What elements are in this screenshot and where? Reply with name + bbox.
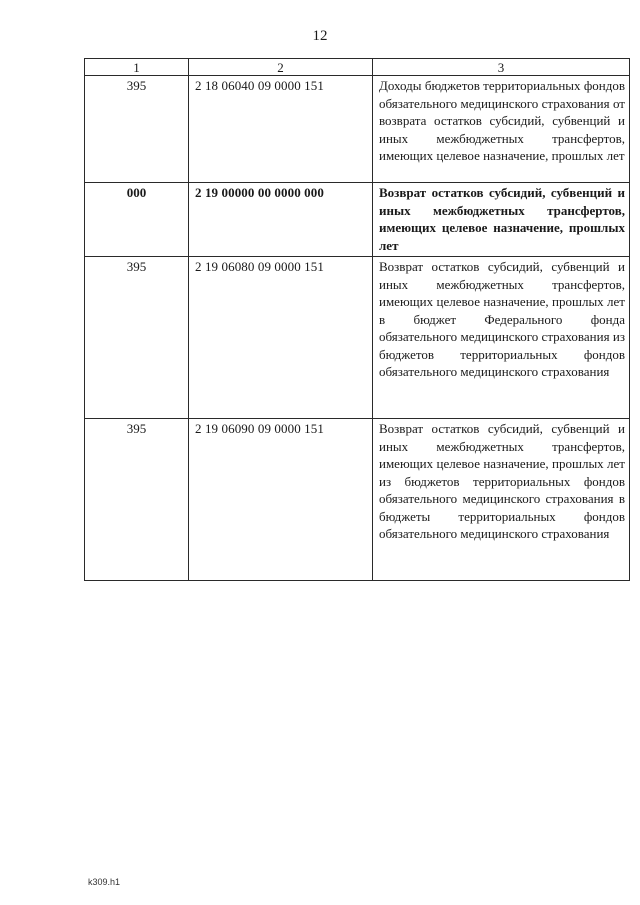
table-header-row (85, 59, 630, 76)
column-header-2: 2 (189, 59, 373, 76)
admin-code-cell: 395 (85, 419, 189, 581)
kbk-code-cell: 2 19 00000 00 0000 000 (189, 183, 373, 257)
kbk-code-cell: 2 19 06090 09 0000 151 (189, 419, 373, 581)
table-row (85, 419, 630, 581)
description-cell: Возврат остатков субсидий, субвенций и иных межбюджетных трансфертов, имеющих целевое назначение, прошлых лет из бюджетов территориальных фондов обязательного медицинского страхования в бюджеты территориальных фондов обязательного медицинского страхования (373, 419, 630, 581)
column-header-3: 3 (373, 59, 630, 76)
table-row-bold (85, 183, 630, 257)
admin-code-cell: 395 (85, 257, 189, 419)
column-header-1: 1 (85, 59, 189, 76)
description-cell: Возврат остатков субсидий, субвенций и иных межбюджетных трансфертов, имеющих целевое назначение, прошлых лет (373, 183, 630, 257)
table-row (85, 76, 630, 183)
description-cell: Возврат остатков субсидий, субвенций и иных межбюджетных трансфертов, имеющих целевое назначение, прошлых лет в бюджет Федерального фонда обязательного медицинского страхования из бюджетов территориальных фондов обязательного медицинского страхования (373, 257, 630, 419)
budget-classification-table (84, 58, 630, 581)
footer-document-code: k309.h1 (88, 877, 121, 887)
admin-code-cell: 000 (85, 183, 189, 257)
description-cell: Доходы бюджетов территориальных фондов обязательного медицинского страхования от возврата остатков субсидий, субвенций и иных межбюджетных трансфертов, имеющих целевое назначение, прошлых лет (373, 76, 630, 183)
kbk-code-cell: 2 18 06040 09 0000 151 (189, 76, 373, 183)
admin-code-cell: 395 (85, 76, 189, 183)
page-number: 12 (312, 28, 328, 44)
kbk-code-cell: 2 19 06080 09 0000 151 (189, 257, 373, 419)
table-row (85, 257, 630, 419)
